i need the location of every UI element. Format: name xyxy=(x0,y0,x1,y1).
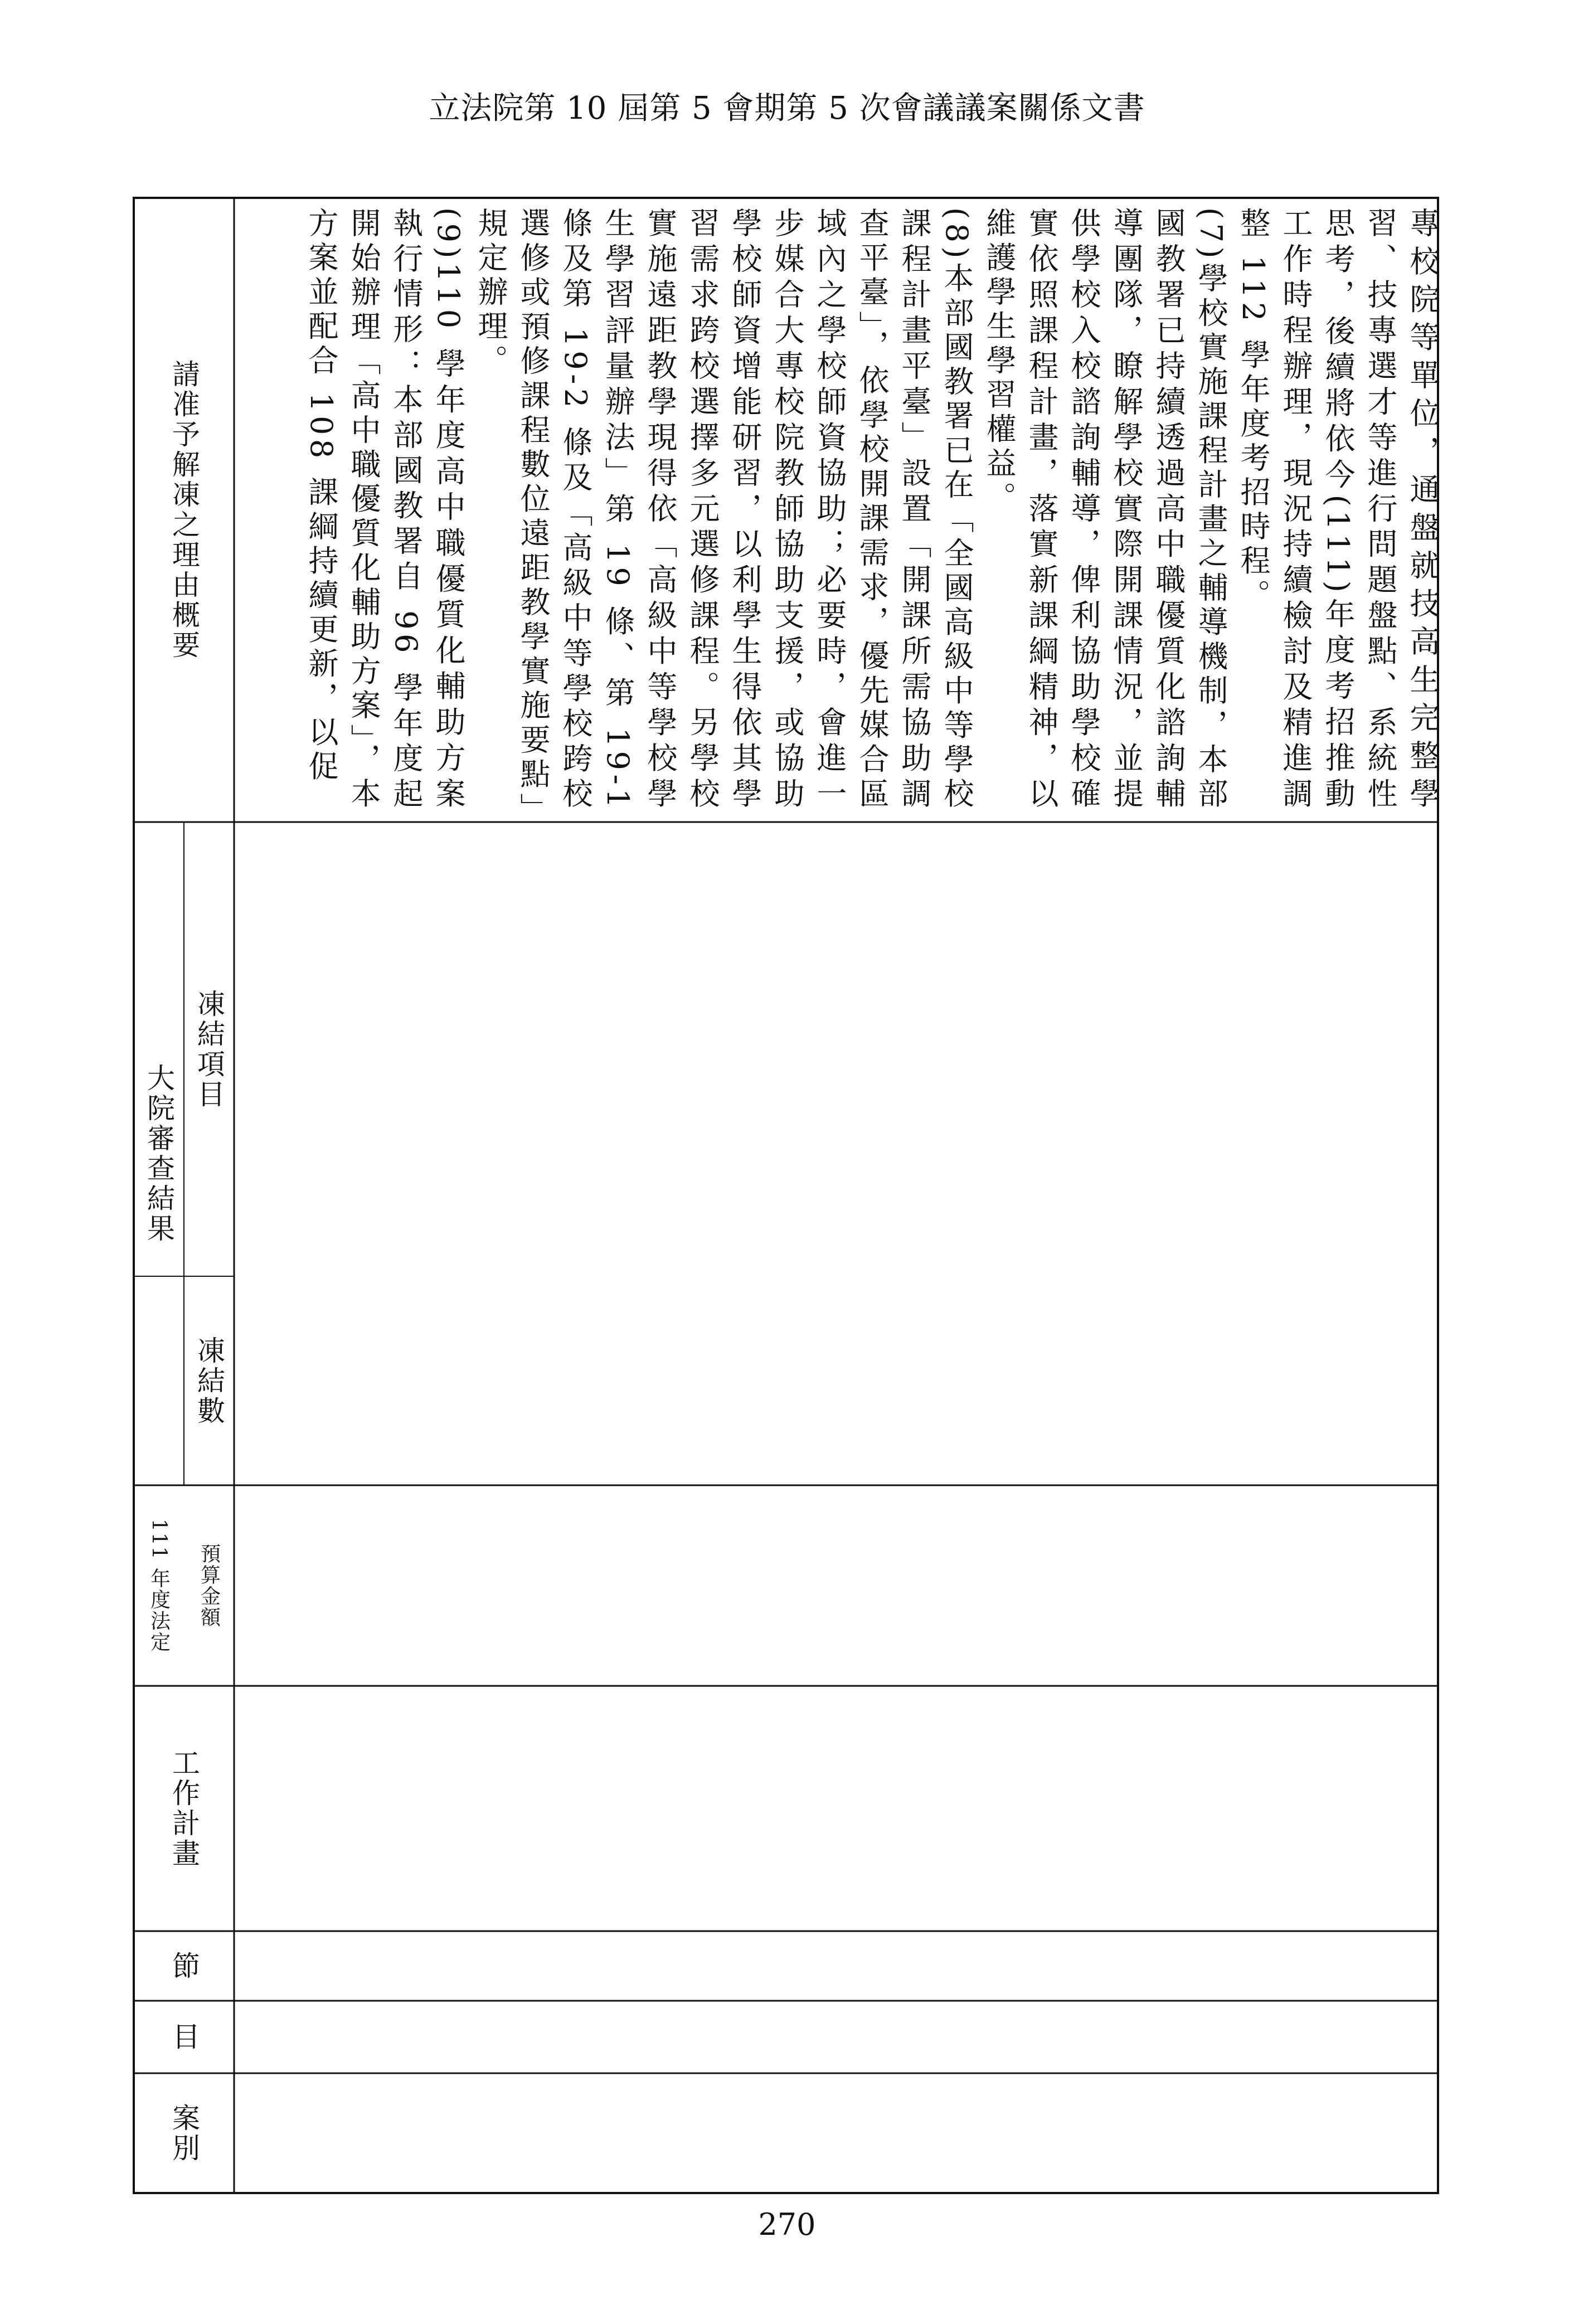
header-frozen-item: 凍結項目 xyxy=(193,989,225,1110)
header-category: 案別 xyxy=(168,2103,200,2163)
header-budget-amount: 預算金額 xyxy=(197,1543,221,1628)
header-frozen-amount: 凍結數 xyxy=(193,1335,225,1426)
reason-item: (7)學校實施課程計畫之輔導機制，本部國教署已持續透過高中職優質化諮詢輔導團隊，瞭解學校實際開課情況，並提供學校入校諮詢輔導，俾利協助學校確實依照課程計畫，落實新課綱精神，以維護學生學習權益。 xyxy=(982,207,1228,812)
reason-item: 專校院等單位，通盤就技高生完整學習、技專選才等進行問題盤點、系統性思考，後續將依今(111)年度考招推動工作時程辦理，現況持續檢討及精進調整 112 學年度考招時程。 xyxy=(1236,207,1440,812)
reason-summary-text xyxy=(234,207,1444,812)
header-section: 節 xyxy=(168,1951,200,1981)
header-budget-group: 111 年度法定 xyxy=(147,1518,171,1653)
header-review-result: 大院審查結果 xyxy=(143,1063,175,1244)
page-number: 270 xyxy=(758,2207,816,2242)
header-work-plan: 工作計畫 xyxy=(168,1748,200,1869)
reason-item: (9)110 學年度高中職優質化輔助方案執行情形：本部國教署自 96 學年度起開始辦理「高中職優質化輔助方案」，本方案並配合 108 課綱持續更新，以促 xyxy=(304,207,466,812)
header-item: 目 xyxy=(168,2022,200,2052)
running-title: 立法院第 10 屆第 5 會期第 5 次會議議案關係文書 xyxy=(429,90,1145,127)
header-reason-summary: 請准予解凍之理由概要 xyxy=(168,359,200,660)
reason-item: (8)本部國教署已在「全國高級中等學校課程計畫平臺」設置「開課所需協助調查平臺」，依學校開課需求，優先媒合區域內之學校師資協助；必要時，會進一步媒合大專校院教師協助支援，或協助學校師資增能研習，以利學生得依其學習需求跨校選擇多元選修課程。另學校實施遠距教學現得依「高級中等學校學生學習評量辦法」第 19 條、第 19-1 條及第 19-2 條及「高級中等學校跨校選修或預修課程數位遠距教學實施要點」規定辦理。 xyxy=(473,207,974,812)
